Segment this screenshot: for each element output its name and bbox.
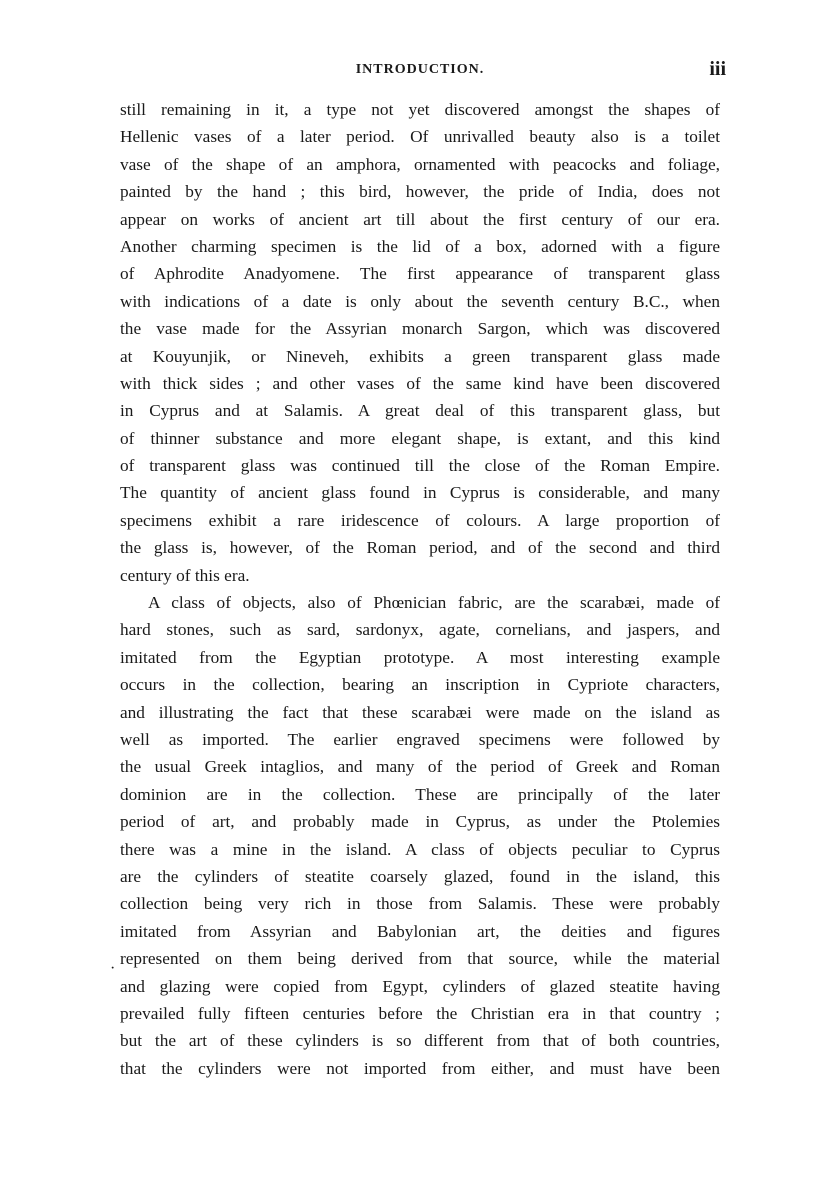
text-line: A class of objects, also of Phœnician fabric, are the scarabæi, made of xyxy=(148,593,720,613)
running-head xyxy=(0,58,840,82)
text-line: dominion are in the collection. These are principally of the later xyxy=(120,784,720,804)
text-line: Another charming specimen is the lid of a box, adorned with a figure xyxy=(120,236,720,256)
text-line: century of this era. xyxy=(120,565,250,585)
text-line: the usual Greek intaglios, and many of the period of Greek and Roman xyxy=(120,757,720,777)
text-line: in Cyprus and at Salamis. A great deal of this transparent glass, but xyxy=(120,401,720,421)
text-line: with indications of a date is only about the seventh century B.C., when xyxy=(120,291,720,311)
text-line: hard stones, such as sard, sardonyx, agate, cornelians, and jaspers, and xyxy=(120,620,720,640)
text-line: occurs in the collection, bearing an inscription in Cypriote characters, xyxy=(120,675,720,695)
text-line: the vase made for the Assyrian monarch Sargon, which was discovered xyxy=(120,319,720,339)
text-line: at Kouyunjik, or Nineveh, exhibits a green transparent glass made xyxy=(120,346,720,366)
margin-mark: · xyxy=(110,960,116,977)
text-line: well as imported. The earlier engraved specimens were followed by xyxy=(120,729,720,749)
text-line: of transparent glass was continued till the close of the Roman Empire. xyxy=(120,456,720,476)
text-line: imitated from the Egyptian prototype. A most interesting example xyxy=(120,647,720,667)
paragraph-1 xyxy=(120,96,720,589)
page-number: iii xyxy=(709,58,726,80)
paragraph-2 xyxy=(120,589,720,1082)
text-line: represented on them being derived from that source, while the material xyxy=(120,949,720,969)
text-line: the glass is, however, of the Roman period, and of the second and third xyxy=(120,538,720,558)
text-line: of Aphrodite Anadyomene. The first appearance of transparent glass xyxy=(120,264,720,284)
text-line: specimens exhibit a rare iridescence of colours. A large proportion of xyxy=(120,510,720,530)
text-line: The quantity of ancient glass found in Cyprus is considerable, and many xyxy=(120,483,720,503)
text-line: imitated from Assyrian and Babylonian art, the deities and figures xyxy=(120,921,720,941)
running-title: INTRODUCTION. xyxy=(355,62,485,77)
text-line: period of art, and probably made in Cyprus, as under the Ptolemies xyxy=(120,812,720,832)
text-line: and illustrating the fact that these scarabæi were made on the island as xyxy=(120,702,720,722)
text-line: appear on works of ancient art till about the first century of our era. xyxy=(120,209,720,229)
text-line: still remaining in it, a type not yet discovered amongst the shapes of xyxy=(120,100,720,119)
text-line: collection being very rich in those from Salamis. These were probably xyxy=(120,894,720,914)
text-line: are the cylinders of steatite coarsely glazed, found in the island, this xyxy=(120,866,720,886)
text-line: and glazing were copied from Egypt, cylinders of glazed steatite having xyxy=(120,976,720,996)
text-line: of thinner substance and more elegant shape, is extant, and this kind xyxy=(120,428,720,448)
text-line: that the cylinders were not imported from either, and must have been xyxy=(120,1058,720,1078)
text-line: with thick sides ; and other vases of the same kind have been discovered xyxy=(120,373,720,393)
text-line: there was a mine in the island. A class of objects peculiar to Cyprus xyxy=(120,839,720,859)
text-line: Hellenic vases of a later period. Of unrivalled beauty also is a toilet xyxy=(120,127,720,147)
text-line: vase of the shape of an amphora, ornamented with peacocks and foliage, xyxy=(120,154,720,174)
body-text xyxy=(120,96,720,1082)
text-line: prevailed fully fifteen centuries before the Christian era in that country ; xyxy=(120,1003,720,1023)
text-line: painted by the hand ; this bird, however, the pride of India, does not xyxy=(120,182,720,202)
text-line: but the art of these cylinders is so different from that of both countries, xyxy=(120,1031,720,1051)
